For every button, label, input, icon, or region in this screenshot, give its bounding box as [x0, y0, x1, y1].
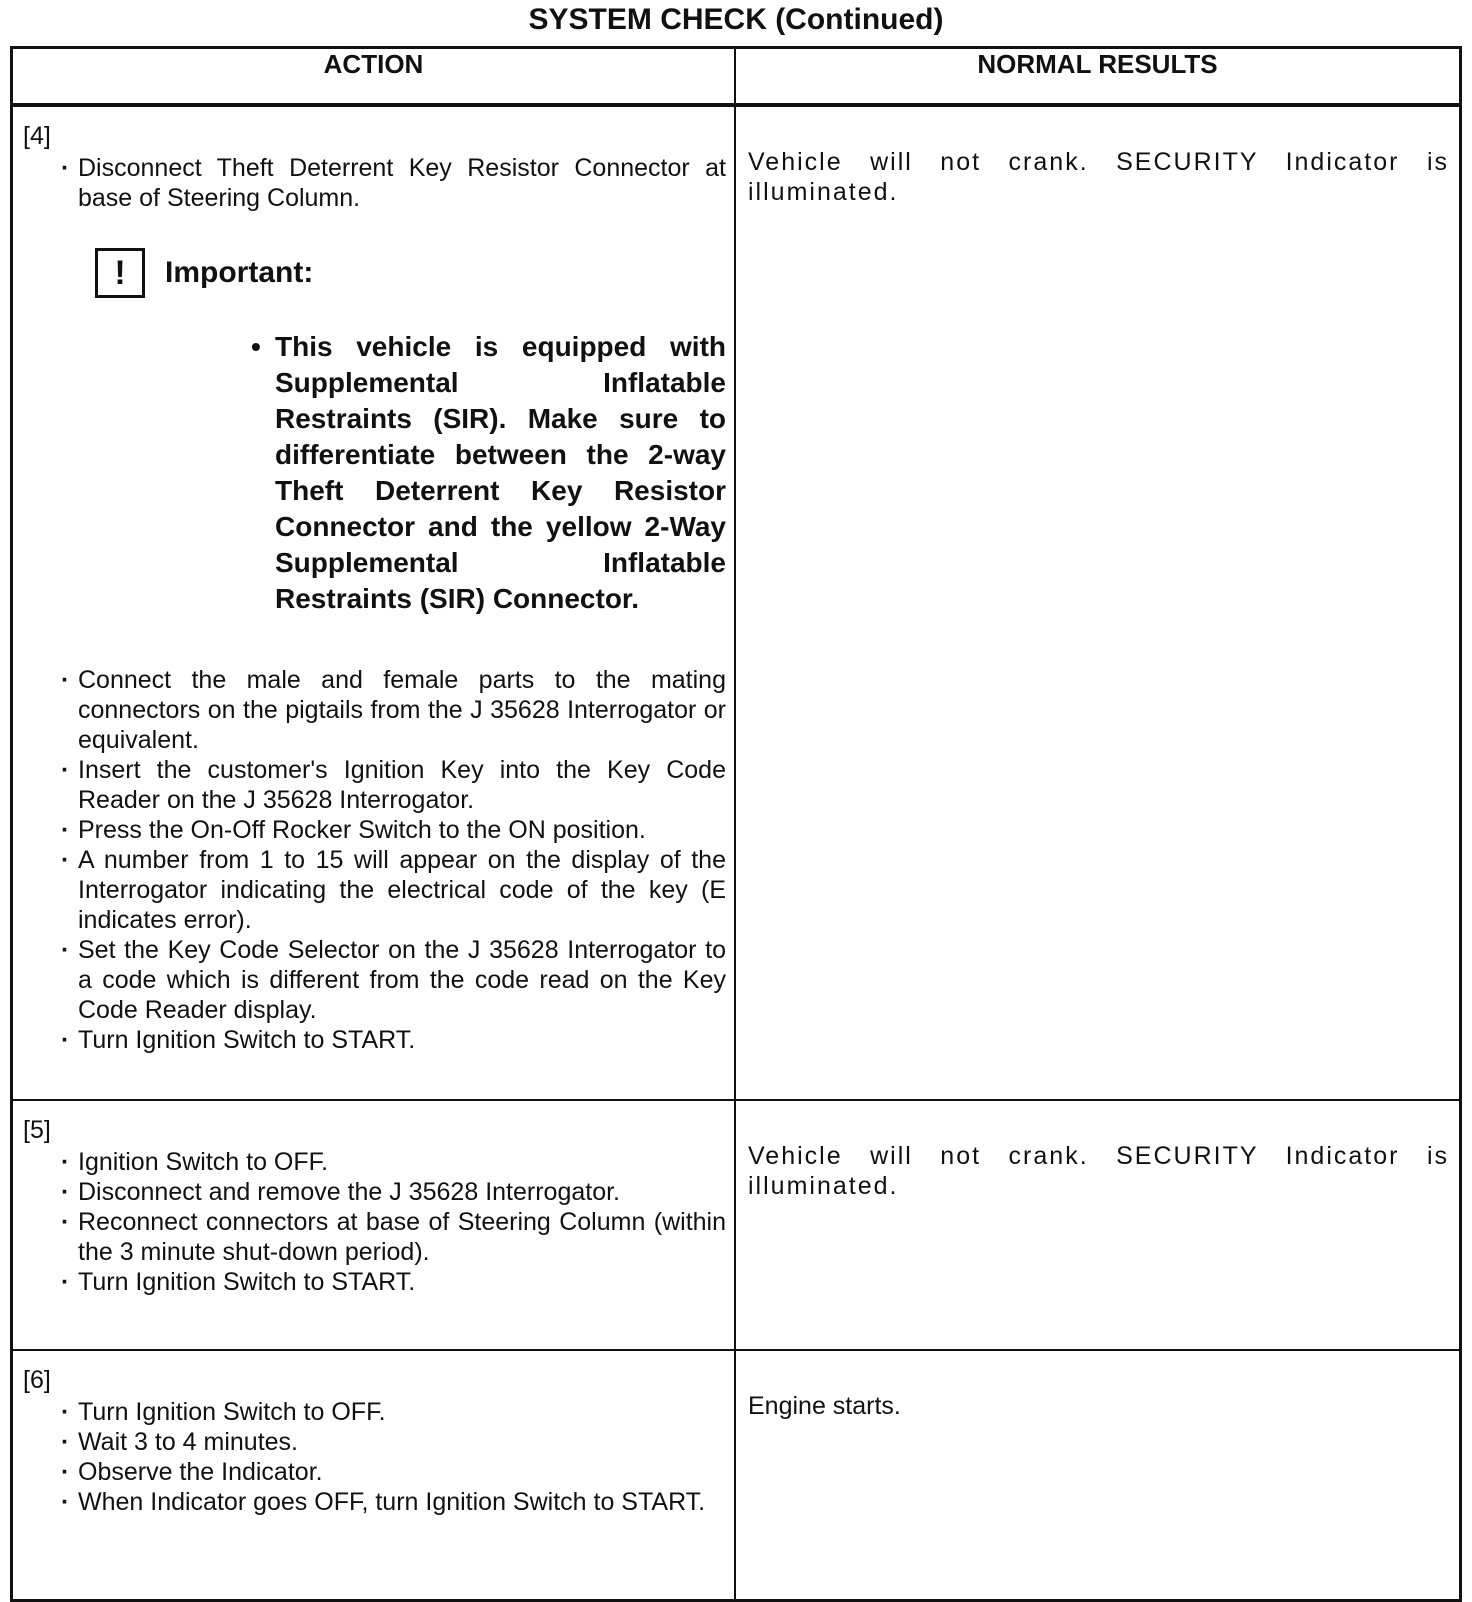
exclamation-box-icon: !	[95, 248, 145, 298]
important-note: • This vehicle is equipped with Supplemental Inflatable Restraints (SIR). Make sure to differentiate between the 2-way Theft Deterrent Key Resistor Connector and the yellow 2-Way Supplemental Inflatable Restraints (SIR) Connector.	[275, 329, 726, 617]
important-callout	[95, 245, 726, 301]
result-cell: Vehicle will not crank. SECURITY Indicator is illuminated.	[735, 105, 1459, 1100]
table-row-step-6	[13, 1350, 1459, 1599]
list-item: · A number from 1 to 15 will appear on the display of the Interrogator indicating the electrical code of the key (E indicates error).	[23, 845, 726, 935]
list-item: · Ignition Switch to OFF.	[23, 1147, 726, 1177]
result-cell: Vehicle will not crank. SECURITY Indicator is illuminated.	[735, 1100, 1459, 1350]
action-column-header: ACTION	[13, 49, 735, 105]
list-item: · Disconnect and remove the J 35628 Interrogator.	[23, 1177, 726, 1207]
list-item: · Observe the Indicator.	[23, 1457, 726, 1487]
list-item: · Connect the male and female parts to the mating connectors on the pigtails from the J 35628 Interrogator or equivalent.	[23, 665, 726, 755]
action-list	[23, 1397, 726, 1517]
list-item: · Set the Key Code Selector on the J 35628 Interrogator to a code which is different from the code read on the Key Code Reader display.	[23, 935, 726, 1025]
list-item: · Turn Ignition Switch to START.	[23, 1267, 726, 1297]
page-title: SYSTEM CHECK (Continued)	[528, 3, 944, 36]
step-number: [6]	[23, 1366, 51, 1394]
step-number: [4]	[23, 122, 51, 150]
system-check-table	[10, 46, 1462, 1602]
important-label: Important:	[165, 256, 314, 289]
list-item: · Wait 3 to 4 minutes.	[23, 1427, 726, 1457]
list-item: · Press the On-Off Rocker Switch to the ON position.	[23, 815, 726, 845]
action-cell	[13, 1350, 735, 1599]
table-row-step-4	[13, 105, 1459, 1100]
normal-results-column-header: NORMAL RESULTS	[735, 49, 1459, 105]
action-cell	[13, 1100, 735, 1350]
list-item: · When Indicator goes OFF, turn Ignition Switch to START.	[23, 1487, 726, 1517]
list-item: · Disconnect Theft Deterrent Key Resistor Connector at base of Steering Column.	[23, 153, 726, 213]
table-row-step-5	[13, 1100, 1459, 1350]
action-list	[23, 1147, 726, 1297]
step-number: [5]	[23, 1116, 51, 1144]
table-header-row	[13, 49, 1459, 105]
action-list	[23, 665, 726, 1055]
action-cell	[13, 105, 735, 1100]
list-item: · Reconnect connectors at base of Steering Column (within the 3 minute shut-down period).	[23, 1207, 726, 1267]
list-item: · Turn Ignition Switch to START.	[23, 1025, 726, 1055]
list-item: · Turn Ignition Switch to OFF.	[23, 1397, 726, 1427]
list-item: · Insert the customer's Ignition Key into the Key Code Reader on the J 35628 Interrogator.	[23, 755, 726, 815]
result-cell: Engine starts.	[735, 1350, 1459, 1599]
action-list	[23, 153, 726, 213]
